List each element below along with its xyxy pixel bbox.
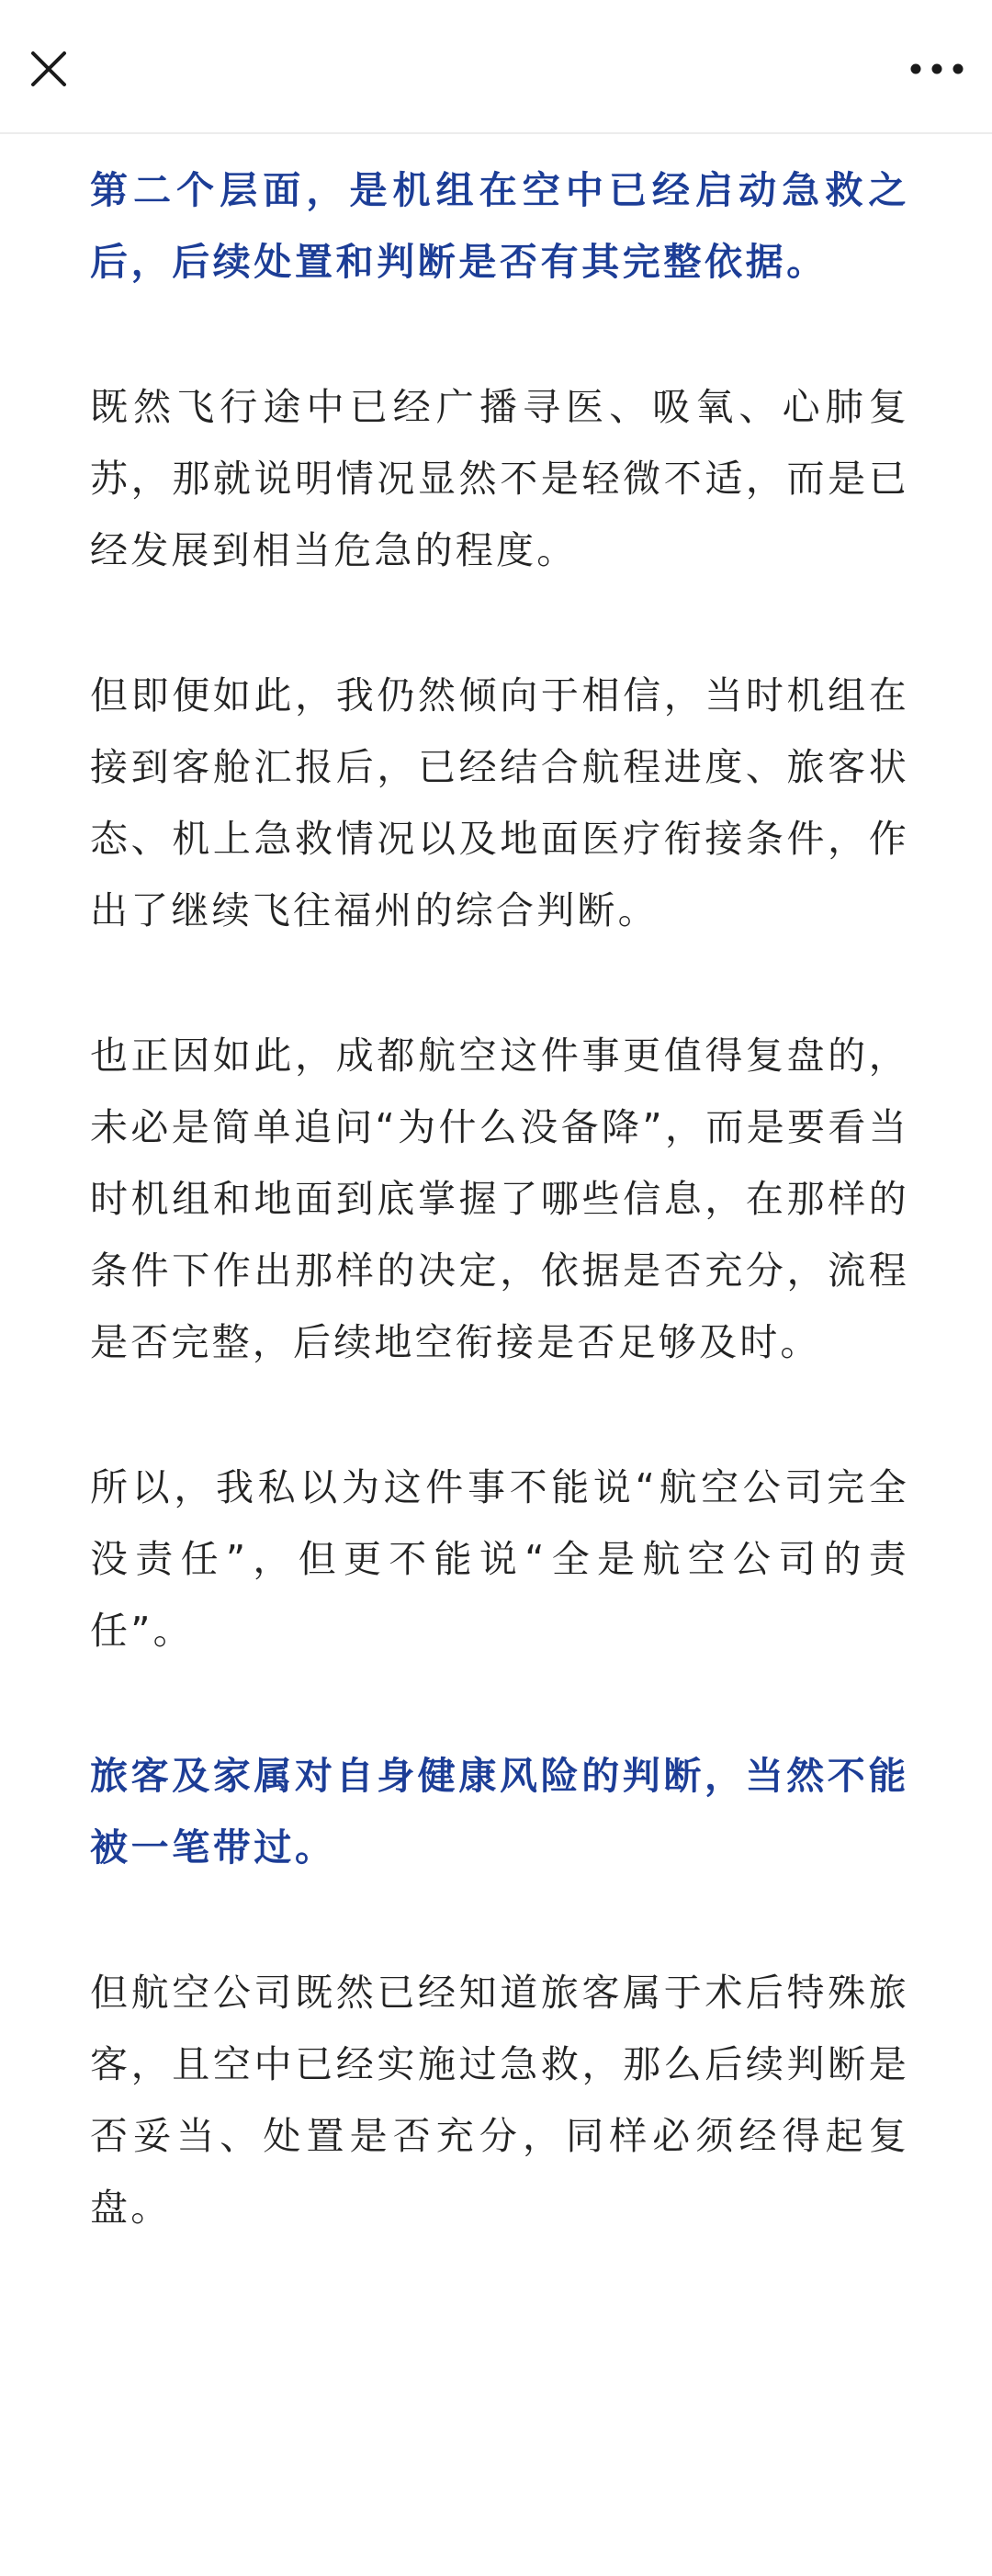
body-paragraph: 但即便如此，我仍然倾向于相信，当时机组在接到客舱汇报后，已经结合航程进度、旅客状态、机上急救情况以及地面医疗衔接条件，作出了继续飞往福州的综合判断。	[90, 673, 909, 932]
close-icon	[28, 49, 69, 89]
body-paragraph: 所以，我私以为这件事不能说“航空公司完全没责任”，但更不能说“全是航空公司的责任”。	[90, 1465, 909, 1653]
section-heading: 旅客及家属对自身健康风险的判断，当然不能被一笔带过。	[90, 1754, 909, 1870]
top-toolbar	[0, 0, 992, 134]
article-content	[90, 154, 909, 2243]
body-paragraph: 也正因如此，成都航空这件事更值得复盘的，未必是简单追问“为什么没备降”，而是要看当时机组和地面到底掌握了哪些信息，在那样的条件下作出那样的决定，依据是否充分，流程是否完整，后续地空衔接是否足够及时。	[90, 1034, 909, 1364]
body-paragraph: 既然飞行途中已经广播寻医、吸氧、心肺复苏，那就说明情况显然不是轻微不适，而是已经发展到相当危急的程度。	[90, 385, 909, 572]
more-horizontal-icon	[909, 62, 964, 75]
body-paragraph: 但航空公司既然已经知道旅客属于术后特殊旅客，且空中已经实施过急救，那么后续判断是否妥当、处置是否充分，同样必须经得起复盘。	[90, 1971, 909, 2230]
close-button[interactable]	[20, 40, 77, 97]
section-heading: 第二个层面，是机组在空中已经启动急救之后，后续处置和判断是否有其完整依据。	[90, 168, 909, 284]
more-options-button[interactable]	[902, 40, 972, 97]
